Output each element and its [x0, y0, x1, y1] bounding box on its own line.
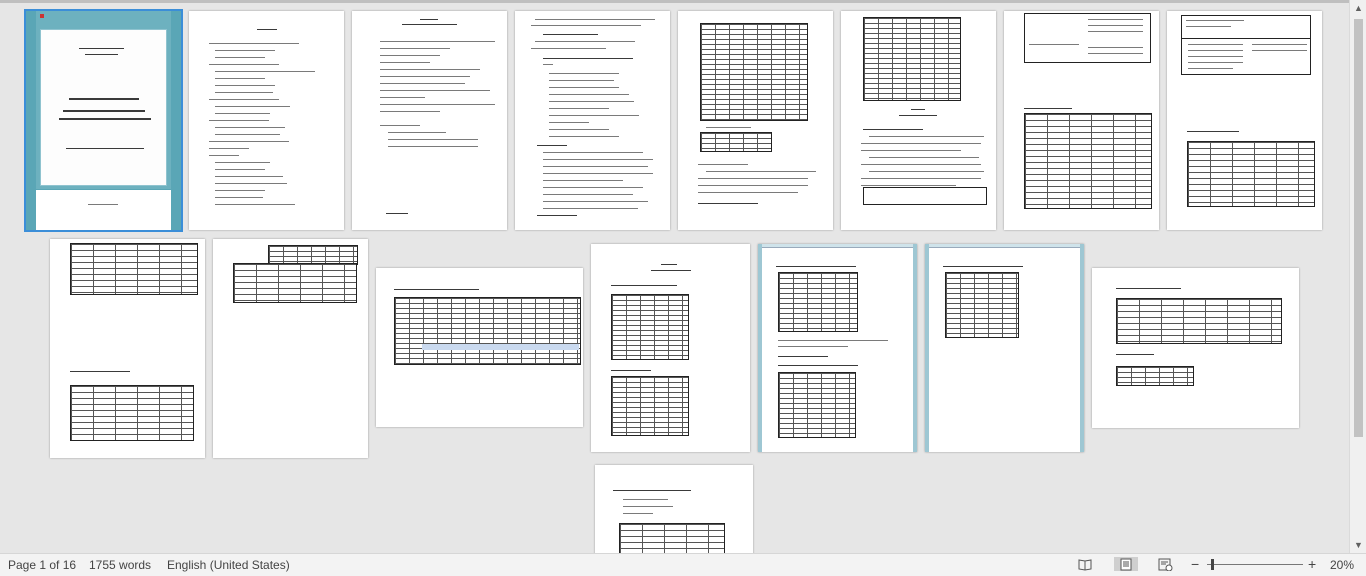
page-thumbnail-6[interactable] — [841, 11, 996, 230]
page-margin-band — [913, 244, 917, 452]
page-thumbnail-9[interactable] — [50, 239, 205, 458]
print-layout-icon[interactable] — [1114, 557, 1138, 571]
page-thumbnail-16[interactable] — [595, 465, 753, 553]
language-indicator[interactable]: English (United States) — [167, 558, 290, 572]
zoom-level[interactable]: 20% — [1330, 558, 1355, 572]
page-thumbnail-2[interactable] — [189, 11, 344, 230]
page-table — [70, 243, 198, 295]
page-table — [394, 297, 581, 365]
page-table — [863, 187, 987, 205]
page-table — [1116, 298, 1282, 344]
page-table — [619, 523, 725, 553]
page-thumbnail-11[interactable] — [376, 268, 583, 427]
page-table — [70, 385, 194, 441]
scroll-up-arrow-icon[interactable]: ▲ — [1354, 3, 1363, 13]
page-thumbnail-8[interactable] — [1167, 11, 1322, 230]
page-thumbnail-1[interactable] — [26, 11, 181, 230]
page-table — [1181, 15, 1311, 75]
page-thumbnail-4[interactable] — [515, 11, 670, 230]
read-mode-icon[interactable] — [1077, 557, 1093, 571]
word-count[interactable]: 1755 words — [89, 558, 152, 572]
cover-title-area — [40, 29, 167, 186]
page-table — [268, 245, 358, 265]
vertical-scrollbar[interactable] — [1349, 0, 1366, 553]
page-table — [778, 372, 856, 438]
page-header-band — [925, 244, 1084, 248]
page-table — [233, 263, 357, 303]
page-table — [1024, 13, 1151, 63]
ruler-edge — [0, 0, 1349, 3]
page-table — [1187, 141, 1315, 207]
page-thumbnail-13[interactable] — [758, 244, 917, 452]
page-marker — [40, 14, 44, 18]
zoom-out-button[interactable]: − — [1191, 556, 1200, 572]
page-thumbnail-12[interactable] — [591, 244, 750, 452]
page-table — [778, 272, 858, 332]
zoom-in-button[interactable]: + — [1308, 556, 1317, 572]
page-table — [863, 17, 961, 101]
page-thumbnail-14[interactable] — [925, 244, 1084, 452]
status-bar — [0, 553, 1366, 576]
page-table — [700, 132, 772, 152]
cover-footer — [36, 190, 171, 230]
page-table — [700, 23, 808, 121]
zoom-slider[interactable] — [1207, 564, 1303, 565]
page-table — [1024, 113, 1152, 209]
page-thumbnail-15[interactable] — [1092, 268, 1299, 428]
page-margin-band — [925, 244, 929, 452]
page-thumbnail-3[interactable] — [352, 11, 507, 230]
web-layout-icon[interactable] — [1157, 557, 1173, 571]
page-thumbnail-5[interactable] — [678, 11, 833, 230]
highlighted-row — [422, 344, 579, 350]
page-table — [611, 376, 689, 436]
page-table — [611, 294, 689, 360]
zoom-slider-thumb[interactable] — [1211, 559, 1214, 570]
page-thumbnail-10[interactable] — [213, 239, 368, 458]
page-margin-band — [1080, 244, 1084, 452]
scrollbar-thumb[interactable] — [1354, 19, 1363, 437]
page-count[interactable]: Page 1 of 16 — [8, 558, 77, 572]
page-table — [1116, 366, 1194, 386]
page-margin-band — [758, 244, 762, 452]
page-header-band — [758, 244, 917, 248]
page-thumbnail-7[interactable] — [1004, 11, 1159, 230]
scroll-down-arrow-icon[interactable]: ▼ — [1354, 540, 1363, 550]
page-table — [945, 272, 1019, 338]
